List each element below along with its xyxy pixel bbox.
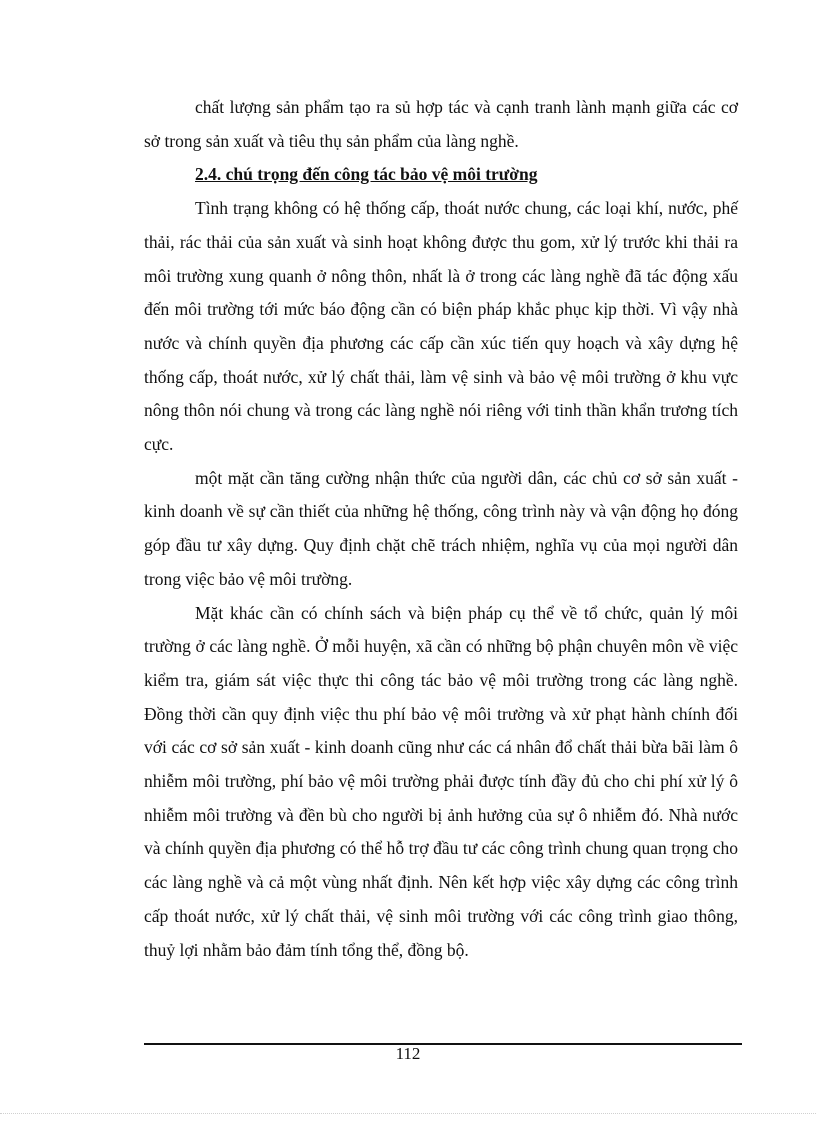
bottom-dotted-divider bbox=[0, 1113, 816, 1114]
paragraph-intro: chất lượng sản phẩm tạo ra sủ hợp tác và cạnh tranh lành mạnh giữa các cơ sở trong sản xuất và tiêu thụ sản phẩm của làng nghề. bbox=[144, 97, 738, 151]
paragraph-pollution-status: Tình trạng không có hệ thống cấp, thoát nước chung, các loại khí, nước, phế thải, rác thải của sản xuất và sinh hoạt không được thu gom, xử lý trước khi thải ra môi trường xung quanh ở nông thôn, nhất là ở trong các làng nghề đã tác động xấu đến môi trường tới mức báo động cần có biện pháp khắc phục kịp thời. Vì vậy nhà nước và chính quyền địa phương các cấp cần xúc tiến quy hoạch và xây dựng hệ thống cấp, thoát nước, xử lý chất thải, làm vệ sinh và bảo vệ môi trường ở khu vực nông thôn nói chung và trong các làng nghề nói riêng với tinh thần khẩn trương tích cực. bbox=[144, 198, 738, 455]
page-body bbox=[144, 91, 738, 967]
page-number: 112 bbox=[395, 1044, 421, 1063]
paragraph-policy: Mặt khác cần có chính sách và biện pháp cụ thể về tổ chức, quản lý môi trường ở các làng nghề. Ở mỗi huyện, xã cần có những bộ phận chuyên môn về việc kiểm tra, giám sát việc thực thi công tác bảo vệ môi trường trong các làng nghề. Đồng thời cần quy định việc thu phí bảo vệ môi trường và xử phạt hành chính đối với các cơ sở sản xuất - kinh doanh cũng như các cá nhân đổ chất thải bừa bãi làm ô nhiễm môi trường, phí bảo vệ môi trường phải được tính đầy đủ cho chi phí xử lý ô nhiễm môi trường và đền bù cho người bị ảnh hưởng của sự ô nhiễm đó. Nhà nước và chính quyền địa phương có thể hỗ trợ đầu tư các công trình chung quan trọng cho các làng nghề và cả một vùng nhất định. Nên kết hợp việc xây dựng các công trình cấp thoát nước, xử lý chất thải, vệ sinh môi trường với các công trình giao thông, thuỷ lợi nhằm bảo đảm tính tổng thể, đồng bộ. bbox=[144, 602, 738, 960]
paragraph-awareness: một mặt cần tăng cường nhận thức của người dân, các chủ cơ sở sản xuất - kinh doanh về sự cần thiết của những hệ thống, công trình này và vận động họ đóng góp đầu tư xây dựng. Quy định chặt chẽ trách nhiệm, nghĩa vụ của mọi người dân trong việc bảo vệ môi trường. bbox=[144, 467, 738, 589]
section-heading: 2.4. chú trọng đến công tác bảo vệ môi trường bbox=[195, 164, 538, 185]
